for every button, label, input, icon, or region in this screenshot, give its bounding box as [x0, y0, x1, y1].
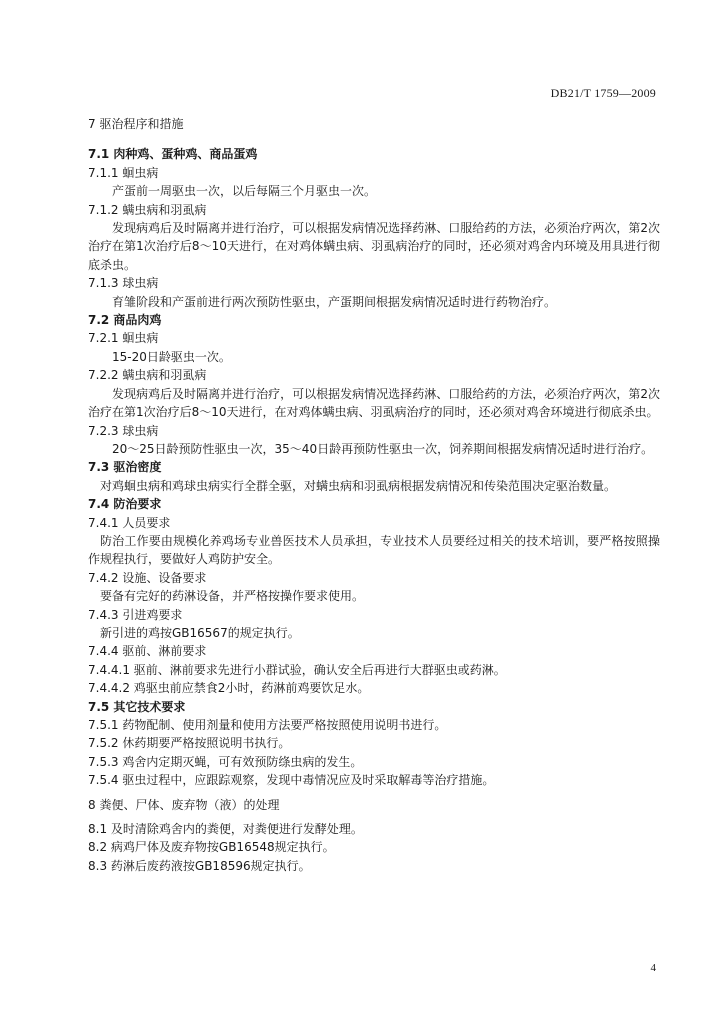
document-body — [88, 115, 660, 875]
section-8-1: 8.1 及时清除鸡舍内的粪便，对粪便进行发酵处理。 — [88, 822, 363, 837]
section-7-1-1-title: 7.1.1 蛔虫病 — [88, 165, 159, 180]
section-7-5-4: 7.5.4 驱虫过程中，应跟踪观察，发现中毒情况应及时采取解毒等治疗措施。 — [88, 773, 495, 788]
section-7-2-3-title: 7.2.3 球虫病 — [88, 423, 159, 438]
section-8-3: 8.3 药淋后废药液按GB18596规定执行。 — [88, 858, 311, 873]
section-7-4-1-title: 7.4.1 人员要求 — [88, 515, 171, 530]
section-7-1-1-text: 产蛋前一周驱虫一次，以后每隔三个月驱虫一次。 — [112, 184, 377, 199]
section-7-4-1-text: 防治工作要由规模化养鸡场专业兽医技术人员承担，专业技术人员要经过相关的技术培训，要严格按照操作规程执行，要做好人鸡防护安全。 — [88, 533, 660, 567]
section-7-5-3: 7.5.3 鸡舍内定期灭蝇，可有效预防绦虫病的发生。 — [88, 754, 363, 769]
section-7-2-1-text: 15-20日龄驱虫一次。 — [112, 349, 231, 364]
section-7-5-title: 7.5 其它技术要求 — [88, 699, 186, 714]
page-number: 4 — [650, 962, 656, 974]
section-7-2-title: 7.2 商品肉鸡 — [88, 313, 162, 328]
section-7-4-4-2: 7.4.4.2 鸡驱虫前应禁食2小时，药淋前鸡要饮足水。 — [88, 681, 370, 696]
section-7-5-1: 7.5.1 药物配制、使用剂量和使用方法要严格按照使用说明书进行。 — [88, 718, 447, 732]
section-7-3-text: 对鸡蛔虫病和鸡球虫病实行全群全驱，对螨虫病和羽虱病根据发病情况和传染范围决定驱治数量。 — [100, 478, 617, 493]
section-7-4-2-text: 要备有完好的药淋设备，并严格按操作要求使用。 — [100, 589, 365, 604]
section-7-4-4-1: 7.4.4.1 驱前、淋前要求先进行小群试验，确认安全后再进行大群驱虫或药淋。 — [88, 662, 506, 677]
section-7-2-3-text: 20～25日龄预防性驱虫一次，35～40日龄再预防性驱虫一次，饲养期间根据发病情况适时进行治疗。 — [112, 441, 654, 456]
section-7-4-2-title: 7.4.2 设施、设备要求 — [88, 570, 207, 585]
section-7-1-title: 7.1 肉种鸡、蛋种鸡、商品蛋鸡 — [88, 147, 258, 162]
section-7-3-title: 7.3 驱治密度 — [88, 460, 162, 475]
section-7-4-3-text: 新引进的鸡按GB16567的规定执行。 — [100, 625, 300, 640]
section-7-title: 7 驱治程序和措施 — [88, 117, 184, 131]
section-7-2-1-title: 7.2.1 蛔虫病 — [88, 331, 159, 346]
section-7-1-2-title: 7.1.2 螨虫病和羽虱病 — [88, 202, 207, 217]
section-7-4-title: 7.4 防治要求 — [88, 497, 162, 512]
section-8-2: 8.2 病鸡尸体及废弃物按GB16548规定执行。 — [88, 840, 335, 855]
section-7-4-3-title: 7.4.3 引进鸡要求 — [88, 607, 183, 622]
section-7-1-3-title: 7.1.3 球虫病 — [88, 276, 159, 291]
section-7-2-2-text: 发现病鸡后及时隔离并进行治疗，可以根据发病情况选择药淋、口服给药的方法，必须治疗两次，第2次治疗在第1次治疗后8～10天进行，在对鸡体螨虫病、羽虱病治疗的同时，还必须对鸡舍环境进行彻底杀虫。 — [88, 386, 660, 420]
section-7-2-2-title: 7.2.2 螨虫病和羽虱病 — [88, 368, 207, 383]
section-7-5-2: 7.5.2 休药期要严格按照说明书执行。 — [88, 736, 291, 751]
section-7-1-3-text: 育雏阶段和产蛋前进行两次预防性驱虫，产蛋期间根据发病情况适时进行药物治疗。 — [112, 294, 557, 309]
document-code: DB21/T 1759—2009 — [550, 86, 656, 100]
section-8-title: 8 粪便、尸体、废弃物（液）的处理 — [88, 797, 280, 812]
section-7-4-4-title: 7.4.4 驱前、淋前要求 — [88, 644, 207, 659]
section-7-1-2-text: 发现病鸡后及时隔离并进行治疗，可以根据发病情况选择药淋、口服给药的方法，必须治疗两次，第2次治疗在第1次治疗后8～10天进行，在对鸡体螨虫病、羽虱病治疗的同时，还必须对鸡舍内环境及用具进行彻底杀虫。 — [88, 221, 660, 272]
